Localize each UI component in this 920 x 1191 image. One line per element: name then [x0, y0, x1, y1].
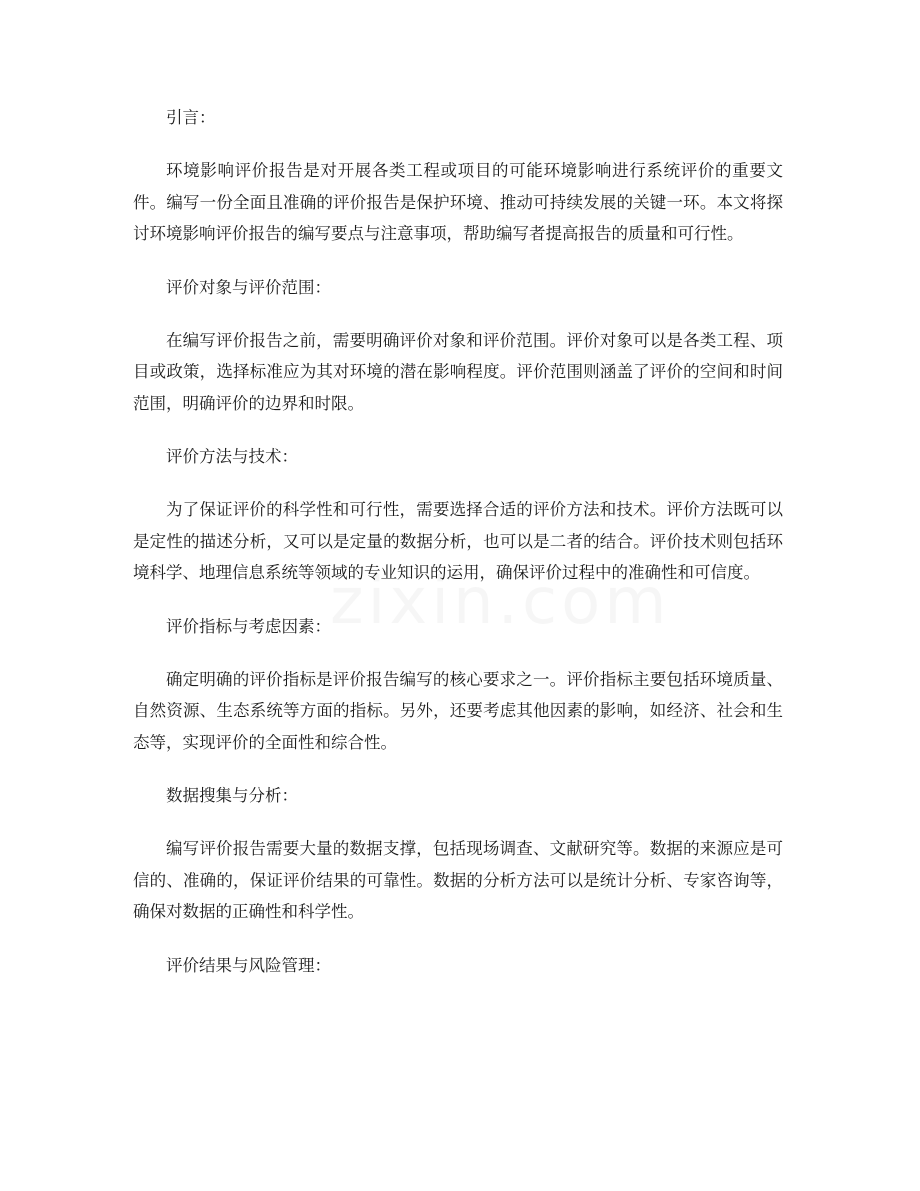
section-paragraph-indicators: 确定明确的评价指标是评价报告编写的核心要求之一。评价指标主要包括环境质量、自然资源、生态系统等方面的指标。另外，还要考虑其他因素的影响，如经济、社会和生态等，实现评价的全面性和综合性。: [133, 669, 783, 752]
section-paragraph-data: 编写评价报告需要大量的数据支撑，包括现场调查、文献研究等。数据的来源应是可信的、准确的，保证评价结果的可靠性。数据的分析方法可以是统计分析、专家咨询等，确保对数据的正确性和科学性。: [133, 839, 783, 921]
section-heading-methods: 评价方法与技术：: [166, 447, 298, 466]
section-paragraph-intro: 环境影响评价报告是对开展各类工程或项目的可能环境影响进行系统评价的重要文件。编写一份全面且准确的评价报告是保护环境、推动可持续发展的关键一环。本文将探讨环境影响评价报告的编写要点与注意事项，帮助编写者提高报告的质量和可行性。: [133, 161, 783, 243]
document-body: [133, 103, 783, 1003]
section-heading-scope: 评价对象与评价范围：: [166, 277, 331, 297]
section-paragraph-scope: 在编写评价报告之前，需要明确评价对象和评价范围。评价对象可以是各类工程、项目或政策，选择标准应为其对环境的潜在影响程度。评价范围则涵盖了评价的空间和时间范围，明确评价的边界和时限。: [133, 330, 783, 413]
section-heading-indicators: 评价指标与考虑因素：: [166, 616, 331, 636]
section-paragraph-methods: 为了保证评价的科学性和可行性，需要选择合适的评价方法和技术。评价方法既可以是定性的描述分析，又可以是定量的数据分析，也可以是二者的结合。评价技术则包括环境科学、地理信息系统等领域的专业知识的运用，确保评价过程中的准确性和可信度。: [133, 500, 783, 582]
section-heading-results: 评价结果与风险管理：: [166, 955, 331, 975]
section-heading-intro: 引言：: [166, 108, 216, 127]
section-heading-data: 数据搜集与分析：: [166, 786, 298, 805]
